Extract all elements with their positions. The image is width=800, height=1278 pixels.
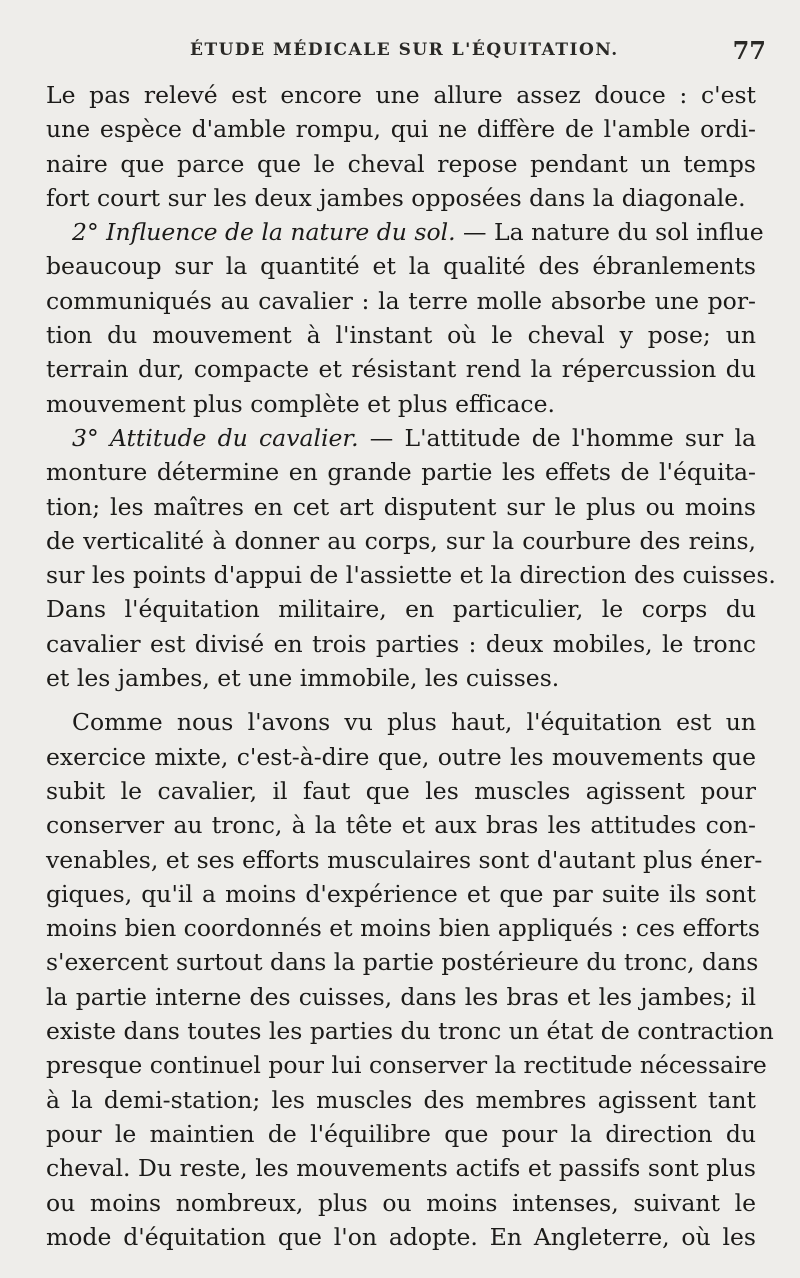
text-line: naire que parce que le cheval repose pendant un temps: [46, 149, 756, 178]
running-title: ÉTUDE MÉDICALE SUR L'ÉQUITATION.: [190, 40, 619, 60]
text-line: à la demi-station; les muscles des membres agissent tant: [46, 1085, 756, 1114]
text-line: sur les points d'appui de l'assiette et la direction des cuisses.: [46, 561, 776, 590]
text-line: pour le maintien de l'équilibre que pour la direction du: [46, 1119, 756, 1148]
text-line: communiqués au cavalier : la terre molle absorbe une por-: [46, 286, 756, 315]
text-line: tion; les maîtres en cet art disputent sur le plus ou moins: [46, 492, 756, 521]
text-fragment: — L'attitude de l'homme sur la: [358, 423, 756, 452]
text-line: et les jambes, et une immobile, les cuisses.: [46, 664, 560, 693]
text-line: la partie interne des cuisses, dans les bras et les jambes; il: [46, 982, 756, 1011]
section-heading: 2° Influence de la nature du sol.: [72, 218, 456, 247]
text-line: venables, et ses efforts musculaires sont d'autant plus éner-: [46, 845, 763, 874]
text-line: existe dans toutes les parties du tronc un état de contraction: [46, 1017, 774, 1046]
text-line: presque continuel pour lui conserver la rectitude nécessaire: [46, 1051, 767, 1080]
section-heading: 3° Attitude du cavalier.: [72, 423, 359, 452]
paragraph-gap: [46, 695, 756, 705]
text-line: terrain dur, compacte et résistant rend la répercussion du: [46, 355, 756, 384]
text-line: moins bien coordonnés et moins bien appliqués : ces efforts: [46, 914, 760, 943]
text-line: Dans l'équitation militaire, en particulier, le corps du: [46, 595, 756, 624]
text-line: monture détermine en grande partie les effets de l'équita-: [46, 458, 756, 487]
text-line: mouvement plus complète et plus efficace.: [46, 389, 555, 418]
text-fragment: — La nature du sol influe: [455, 218, 764, 247]
section-line: [46, 421, 756, 455]
text-line: cavalier est divisé en trois parties : deux mobiles, le tronc: [46, 629, 756, 658]
text-line: Comme nous l'avons vu plus haut, l'équitation est un: [72, 708, 756, 737]
text-line: tion du mouvement à l'instant où le cheval y pose; un: [46, 321, 756, 350]
text-line: s'exercent surtout dans la partie postérieure du tronc, dans: [46, 948, 759, 977]
text-line: giques, qu'il a moins d'expérience et que par suite ils sont: [46, 879, 756, 908]
text-line: cheval. Du reste, les mouvements actifs et passifs sont plus: [46, 1154, 756, 1183]
body-text: [46, 78, 776, 1254]
text-line: ou moins nombreux, plus ou moins intenses, suivant le: [46, 1188, 756, 1217]
text-line: une espèce d'amble rompu, qui ne diffère de l'amble ordi-: [46, 115, 756, 144]
text-line: conserver au tronc, à la tête et aux bras les attitudes con-: [46, 811, 756, 840]
text-line: Le pas relevé est encore une allure assez douce : c'est: [46, 81, 756, 109]
text-line: beaucoup sur la quantité et la qualité des ébranlements: [46, 252, 756, 281]
section-line: [46, 215, 764, 249]
text-line: subit le cavalier, il faut que les muscles agissent pour: [46, 776, 756, 805]
text-line: exercice mixte, c'est-à-dire que, outre les mouvements que: [46, 742, 756, 771]
text-line: de verticalité à donner au corps, sur la courbure des reins,: [46, 526, 756, 555]
text-line: mode d'équitation que l'on adopte. En Angleterre, où les: [46, 1222, 756, 1251]
page-number: 77: [732, 36, 766, 65]
text-line: fort court sur les deux jambes opposées dans la diagonale.: [46, 183, 746, 212]
